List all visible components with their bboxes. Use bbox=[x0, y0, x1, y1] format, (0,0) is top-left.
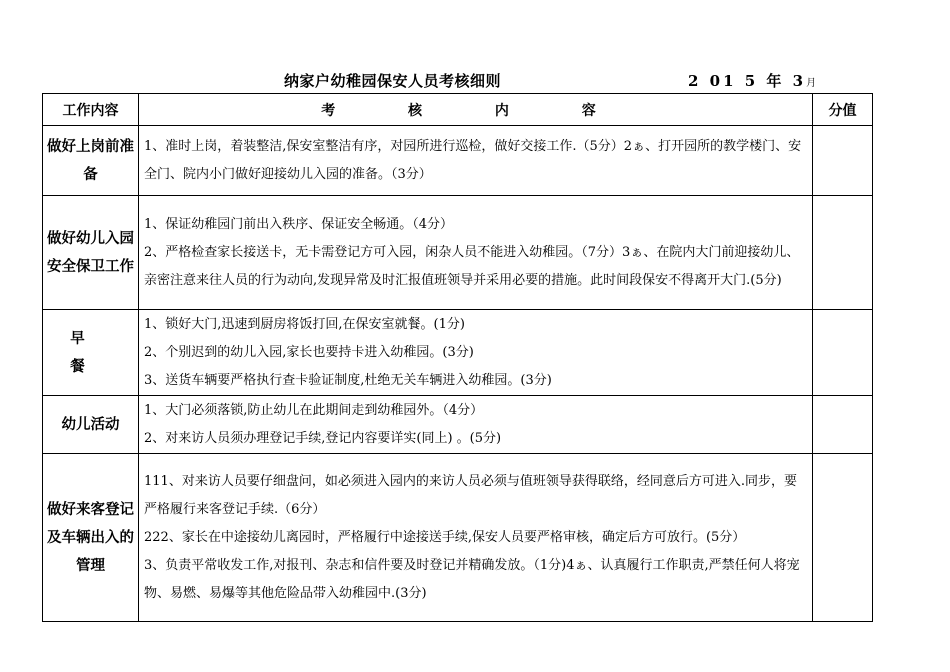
content-item: 1、保证幼稚园门前出入秩序、保证安全畅通。（4分） bbox=[144, 216, 454, 232]
header-score: 分值 bbox=[813, 94, 873, 126]
row-category: 幼儿活动 bbox=[43, 396, 139, 454]
document-date bbox=[688, 70, 816, 91]
date-year: 2 01 5 年 bbox=[688, 72, 785, 90]
content-item: 222、家长在中途接幼儿离园时，严格履行中途接送手续,保安人员要严格审核，确定后方可放行。(5分） bbox=[144, 529, 746, 545]
row-score bbox=[813, 196, 873, 310]
row-score bbox=[813, 396, 873, 454]
content-item: 3、负责平常收发工作,对报刊、杂志和信件要及时登记并精确发放。（1分)4ぁ、认真履行工作职责,严禁任何人将宠物、易燃、易爆等其他危险品带入幼稚园中.(3分) bbox=[144, 557, 800, 601]
content-item: 1、准时上岗，着装整洁,保安室整洁有序，对园所进行巡检，做好交接工作.（5分）2ぁ、打开园所的教学楼门、安全门、院内小门做好迎接幼儿入园的准备。（3分） bbox=[144, 138, 802, 182]
row-content bbox=[139, 396, 813, 454]
row-category: 做好来客登记及车辆出入的管理 bbox=[43, 454, 139, 622]
document-header bbox=[0, 70, 950, 92]
row-content bbox=[139, 310, 813, 396]
content-item: 2、对来访人员须办理登记手续,登记内容要详实(同上) 。(5分) bbox=[144, 430, 502, 446]
row-content bbox=[139, 126, 813, 196]
row-score bbox=[813, 126, 873, 196]
row-score bbox=[813, 310, 873, 396]
content-item: 1、锁好大门,迅速到厨房将饭打回,在保安室就餐。(1分) bbox=[144, 316, 465, 332]
assessment-table bbox=[42, 93, 873, 622]
header-work-content: 工作内容 bbox=[43, 94, 139, 126]
content-item: 3、送货车辆要严格执行查卡验证制度,杜绝无关车辆进入幼稚园。(3分) bbox=[144, 372, 552, 388]
row-category: 做好幼儿入园安全保卫工作 bbox=[43, 196, 139, 310]
table-row bbox=[43, 454, 873, 622]
table-row bbox=[43, 196, 873, 310]
content-item: 1、大门必须落锁,防止幼儿在此期间走到幼稚园外。（4分） bbox=[144, 402, 484, 418]
table-header-row bbox=[43, 94, 873, 126]
row-content bbox=[139, 454, 813, 622]
content-item: 2、严格检查家长接送卡，无卡需登记方可入园，闲杂人员不能进入幼稚园。（7分）3ぁ、在院内大门前迎接幼儿、亲密注意来往人员的行为动向,发现异常及时汇报值班领导并采用必要的措施。此时间段保安不得离开大门.(5分) bbox=[144, 244, 800, 288]
content-item: 2、个别迟到的幼儿入园,家长也要持卡进入幼稚园。(3分) bbox=[144, 344, 474, 360]
row-category: 做好上岗前准备 bbox=[43, 126, 139, 196]
table-row bbox=[43, 126, 873, 196]
row-score bbox=[813, 454, 873, 622]
header-assessment-content: 考 核 内 容 bbox=[139, 94, 813, 126]
content-item: 111、对来访人员要仔细盘问，如必须进入园内的来访人员必须与值班领导获得联络，经同意后方可进入.同步，要严格履行来客登记手续.（6分） bbox=[144, 473, 797, 517]
table-row bbox=[43, 396, 873, 454]
date-month: 3 bbox=[792, 72, 807, 90]
row-category: 早 餐 bbox=[43, 310, 139, 396]
row-content bbox=[139, 196, 813, 310]
date-month-unit: 月 bbox=[806, 78, 817, 89]
document-title: 纳家户幼稚园保安人员考核细则 bbox=[284, 72, 502, 90]
table-row bbox=[43, 310, 873, 396]
